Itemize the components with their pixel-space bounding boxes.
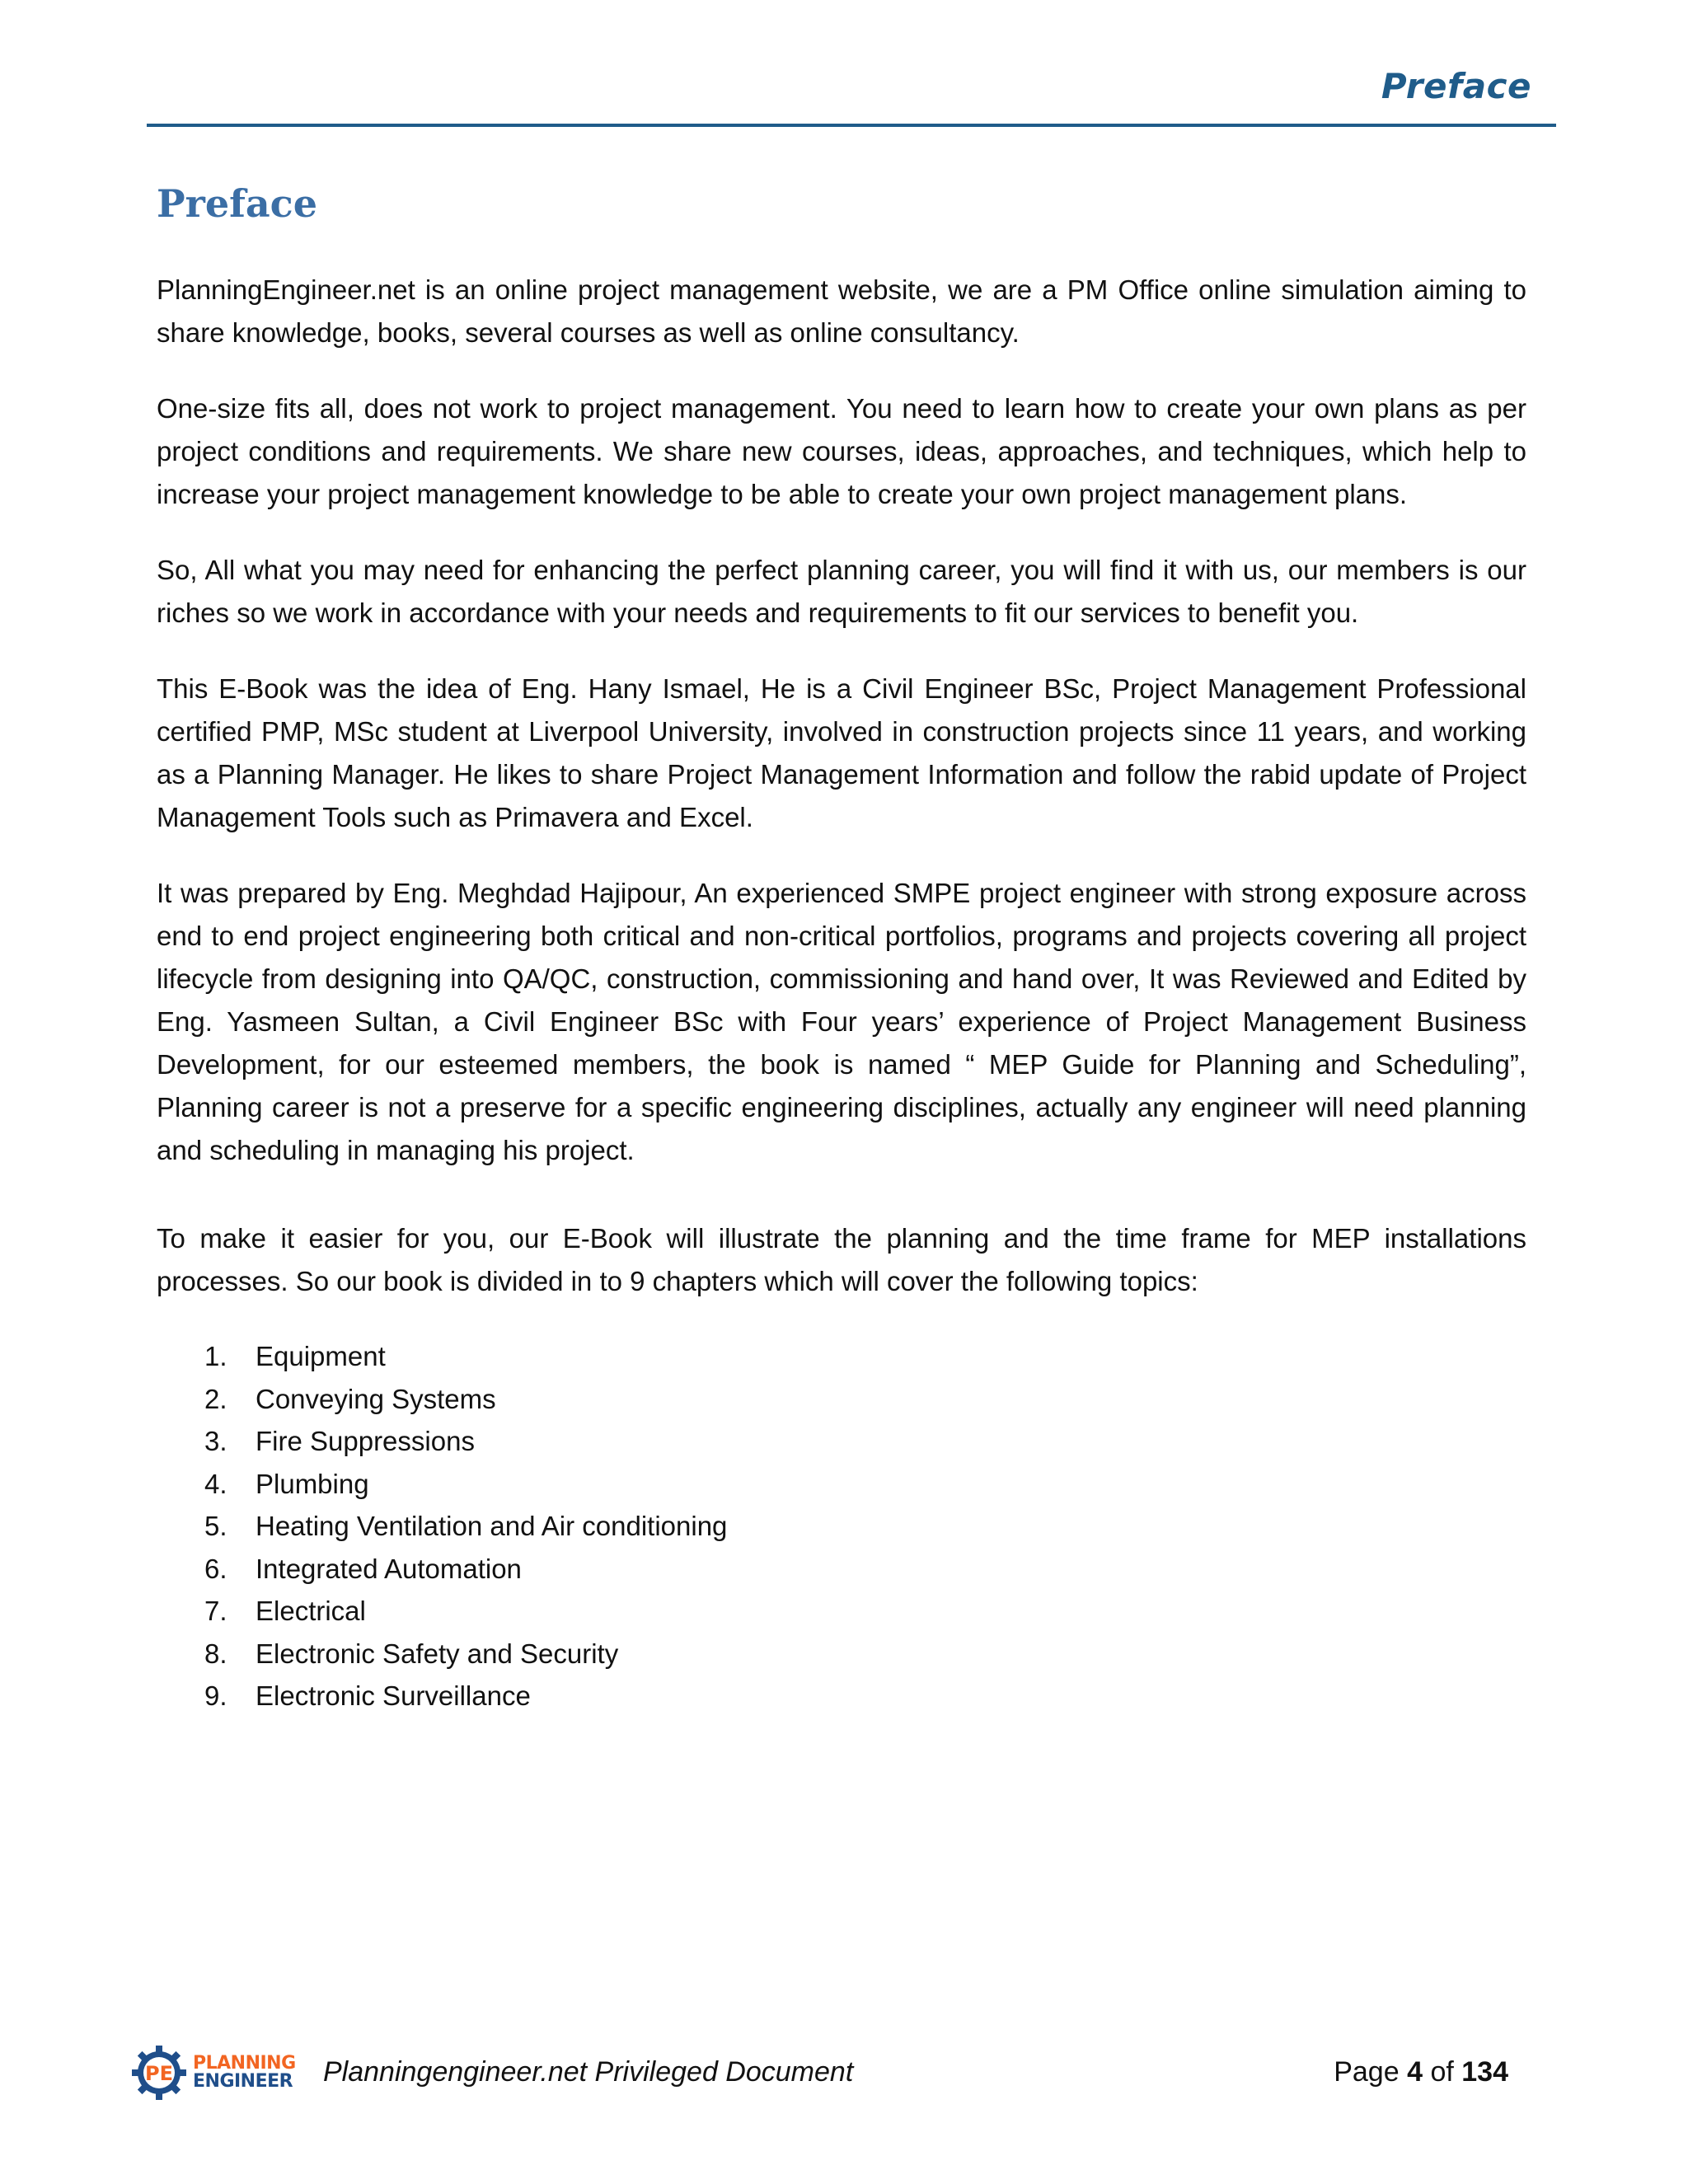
topics-list: [204, 1335, 727, 1718]
logo-line-engineer: ENGINEER: [193, 2071, 293, 2092]
preface-body: [157, 269, 1526, 1336]
paragraph-intro: PlanningEngineer.net is an online project management website, we are a PM Office online simulation aiming to share knowledge, books, several courses as well as online consultancy.: [157, 274, 1526, 348]
page-footer: [132, 2040, 1508, 2106]
list-label: Electrical: [256, 1596, 366, 1626]
list-number: 9.: [204, 1680, 227, 1711]
section-heading: Preface: [157, 181, 317, 226]
list-number: 4.: [204, 1468, 227, 1499]
paragraph-author: This E-Book was the idea of Eng. Hany Ismael, He is a Civil Engineer BSc, Project Management Professional certified PMP, MSc student at Liverpool University, involved in construction projects since 11 years, and working as a Planning Manager. He likes to share Project Management Information and follow the rabid update of Project Management Tools such as Primavera and Excel.: [157, 673, 1526, 832]
logo-mark-text: PE: [145, 2062, 173, 2085]
list-label: Plumbing: [256, 1468, 369, 1499]
gear-logo-icon: [132, 2046, 186, 2100]
list-number: 1.: [204, 1341, 227, 1371]
page-number: [1334, 2056, 1508, 2088]
paragraph-preparer: It was prepared by Eng. Meghdad Hajipour, An experienced SMPE project engineer with strong exposure across end to end project engineering both critical and non-critical portfolios, programs and projects covering all project lifecycle from designing into QA/QC, construction, commissioning and hand over, It was Reviewed and Edited by Eng. Yasmeen Sultan, a Civil Engineer BSc with Four years’ experience of Project Management Business Development, for our esteemed members, the book is named “ MEP Guide for Planning and Scheduling”, Planning career is not a preserve for a specific engineering disciplines, actually any engineer will need planning and scheduling in managing his project.: [157, 878, 1526, 1165]
list-number: 8.: [204, 1638, 227, 1669]
list-number: 3.: [204, 1426, 227, 1456]
list-label: Electronic Surveillance: [256, 1680, 531, 1711]
logo-line-planning: PLANNING: [193, 2053, 296, 2074]
page-prefix: Page: [1334, 2056, 1400, 2088]
list-item: [204, 1590, 727, 1633]
list-item: [204, 1505, 727, 1548]
list-item: [204, 1378, 727, 1421]
running-header-title: Preface: [1381, 66, 1531, 106]
page-of: of: [1430, 2056, 1454, 2088]
header-divider: [147, 124, 1556, 127]
list-number: 6.: [204, 1553, 227, 1584]
list-label: Fire Suppressions: [256, 1426, 475, 1456]
list-number: 5.: [204, 1511, 227, 1541]
list-item: [204, 1420, 727, 1463]
list-label: Heating Ventilation and Air conditioning: [256, 1511, 728, 1541]
list-item: [204, 1633, 727, 1675]
paragraph-one-size: One-size fits all, does not work to project management. You need to learn how to create your own plans as per project conditions and requirements. We share new courses, ideas, approaches, and techniques, which help to increase your project management knowledge to be able to create your own project management plans.: [157, 393, 1526, 509]
list-number: 7.: [204, 1596, 227, 1626]
list-number: 2.: [204, 1383, 227, 1414]
logo-wordmark: [193, 2055, 296, 2091]
list-label: Conveying Systems: [256, 1383, 496, 1414]
list-item: [204, 1675, 727, 1718]
paragraph-topics-intro: To make it easier for you, our E-Book will illustrate the planning and the time frame for MEP installations processes. So our book is divided in to 9 chapters which will cover the following topics:: [157, 1223, 1526, 1296]
page-current: 4: [1407, 2056, 1423, 2088]
list-item: [204, 1463, 727, 1506]
planning-engineer-logo: [132, 2040, 305, 2106]
footer-document-label: Planningengineer.net Privileged Document: [323, 2056, 854, 2088]
list-item: [204, 1548, 727, 1591]
list-label: Electronic Safety and Security: [256, 1638, 619, 1669]
list-label: Integrated Automation: [256, 1553, 522, 1584]
list-item: [204, 1335, 727, 1378]
page-total: 134: [1461, 2056, 1508, 2088]
list-label: Equipment: [256, 1341, 386, 1371]
paragraph-career: So, All what you may need for enhancing the perfect planning career, you will find it with us, our members is our riches so we work in accordance with your needs and requirements to fit our services to benefit you.: [157, 555, 1526, 628]
